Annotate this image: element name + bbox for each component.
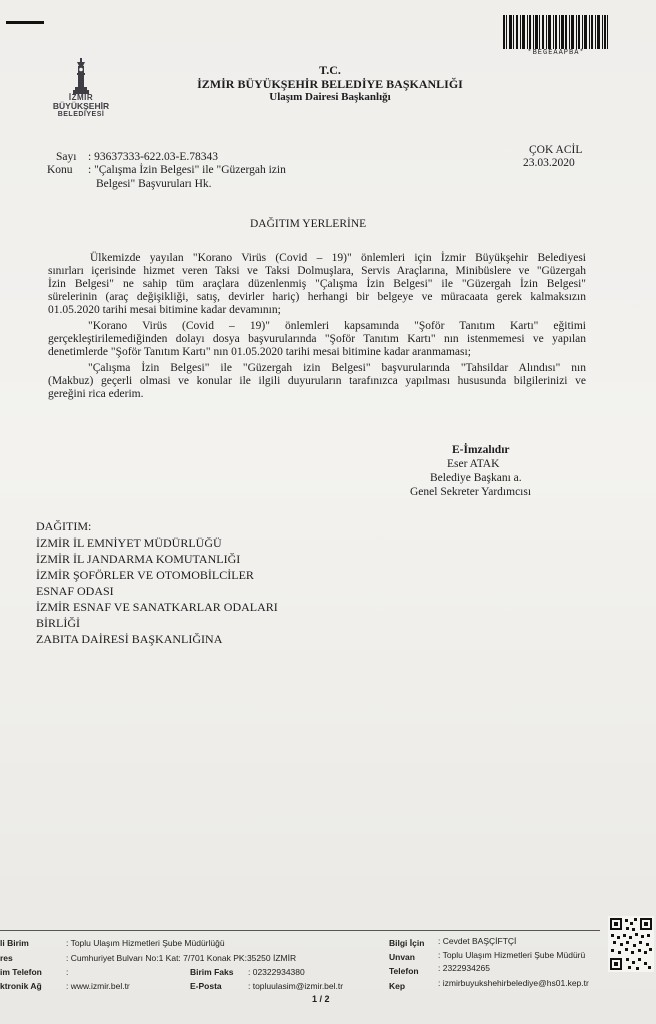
body-p1-line: sürelerinin (araç değişikliği, satış, devirler hariç) herhangi bir belgeye ve müracaata gerek kalmaksızın: [48, 291, 586, 303]
header-institution: İZMİR BÜYÜKŞEHİR BELEDİYE BAŞKANLIĞI: [197, 77, 463, 91]
signer-subtitle: Genel Sekreter Yardımcısı: [410, 486, 532, 498]
footer-kep-value: : izmirbuyukshehirbelediye@hs01.kep.tr: [438, 978, 589, 988]
footer-faks-value: : 02322934380: [248, 967, 305, 977]
body-p1-line: 01.05.2020 tarihi mesai bitimine kadar devamının;: [48, 304, 281, 316]
signer-title: Belediye Başkanı a.: [430, 472, 522, 484]
distribution-item: İZMİR ESNAF VE SANATKARLAR ODALARI: [36, 600, 278, 614]
izmir-municipality-logo: [44, 58, 118, 122]
header-country: T.C.: [319, 63, 341, 77]
logo-text-buyuksehir: BÜYÜKŞEHİR: [52, 101, 110, 111]
footer-adres-value: : Cumhuriyet Bulvarı No:1 Kat: 7/701 Konak PK:35250 İZMİR: [66, 953, 297, 963]
sayi-label: Sayı: [56, 151, 77, 163]
footer-birim-label: li Birim: [0, 938, 29, 948]
body-p3-line: gereğini rica ederim.: [48, 388, 144, 400]
footer-divider: [0, 930, 600, 931]
distribution-item: ESNAF ODASI: [36, 584, 114, 598]
footer-web-link[interactable]: : www.izmir.bel.tr: [66, 981, 130, 991]
footer-faks-label: Birim Faks: [190, 967, 234, 977]
header-department: Ulaşım Dairesi Başkanlığı: [269, 91, 391, 103]
barcode-image: [503, 15, 608, 49]
footer-unvan-value: : Toplu Ulaşım Hizmetleri Şube Müdürü: [438, 950, 586, 960]
clock-tower-icon: [72, 58, 90, 94]
footer-eposta-label: E-Posta: [190, 981, 222, 991]
signer-name: Eser ATAK: [447, 458, 500, 470]
distribution-item: İZMİR İL JANDARMA KOMUTANLIĞI: [36, 552, 241, 566]
footer-adres-label: res: [0, 953, 13, 963]
footer-bilgi-label: Bilgi İçin: [389, 938, 425, 948]
footer-web-label: ktronik Ağ: [0, 981, 42, 991]
footer-phone-label: Telefon: [389, 966, 419, 976]
body-p3-line: (Makbuz) geçerli olmasi ve konular ile ilgili duyuruların tarafınızca yapılması hususunda bilgilerinizi ve: [48, 375, 586, 387]
distribution-item: BİRLİĞİ: [36, 616, 80, 630]
qr-code-image: [608, 916, 654, 972]
page-number: 1 / 2: [312, 994, 330, 1004]
sayi-value: : 93637333-622.03-E.78343: [88, 151, 219, 163]
konu-value-line1: : "Çalışma İzin Belgesi" ile "Güzergah izin: [88, 164, 286, 176]
document-date: 23.03.2020: [523, 157, 575, 169]
konu-value-line2: Belgesi" Başvuruları Hk.: [96, 178, 212, 190]
footer-unvan-label: Unvan: [389, 952, 415, 962]
distribution-item: İZMİR ŞOFÖRLER VE OTOMOBİLCİLER: [36, 568, 254, 582]
konu-label: Konu: [47, 164, 73, 176]
signature-status: E-İmzalıdır: [452, 444, 510, 456]
footer-kep-label: Kep: [389, 981, 406, 991]
distribution-label: DAĞITIM:: [36, 519, 92, 533]
distribution-item: İZMİR İL EMNİYET MÜDÜRLÜĞÜ: [36, 536, 222, 550]
corner-mark: [6, 21, 44, 24]
footer-bilgi-value: : Cevdet BAŞÇİFTÇİ: [438, 936, 517, 946]
body-p1-line: Ülkemizde yayılan "Korano Virüs (Covid – 19)" önlemleri için İzmir Büyükşehir Belediyesi: [90, 252, 586, 264]
body-p1-line: İzin Belgesi" ne sahip tüm araçlara düzenlenmiş "Çalışma İzin Belgesi" ile "Güzergah İzin Belgesi": [48, 278, 586, 290]
footer-birim-value: : Toplu Ulaşım Hizmetleri Şube Müdürlüğü: [66, 938, 225, 948]
footer-telefon-label: im Telefon: [0, 967, 42, 977]
logo-text-izmir: İZMİR: [68, 93, 94, 102]
body-p2-line: denetimlerde "Şoför Tanıtım Kartı" nın 01.05.2020 tarihi mesai bitimine kadar aranmaması;: [48, 346, 471, 358]
body-p1-line: sınırları içerisinde hizmet veren Taksi ve Taksi Dolmuşlara, Servis Araçlarına, Minibüslere ve "Güzergah: [48, 265, 586, 277]
body-p3-line: "Çalışma İzin Belgesi" ile "Güzergah izin Belgesi" başvurularında "Tahsildar Alındısı" nın: [88, 362, 586, 374]
body-p2-line: "Korano Virüs (Covid – 19)" önlemleri kapsamında "Şoför Tanıtım Kartı" eğitimi: [88, 320, 586, 332]
addressee: DAĞITIM YERLERİNE: [250, 218, 367, 230]
logo-text-belediyesi: BELEDİYESİ: [57, 111, 105, 118]
distribution-item: ZABITA DAİRESİ BAŞKANLIĞINA: [36, 632, 223, 646]
footer-phone-value: : 2322934265: [438, 963, 490, 973]
footer-telefon-value: :: [66, 967, 69, 977]
priority-label: ÇOK ACİL: [529, 144, 583, 156]
barcode-text: *BEGEAAPBA*: [527, 49, 585, 57]
body-p2-line: gerçekleştirilemediğinden dolayı dosya başvurularında "Şoför Tanıtım Kartı" nın istenmemesi ve yapılan: [48, 333, 586, 345]
footer-eposta-link[interactable]: : topluulasim@izmir.bel.tr: [248, 981, 344, 991]
